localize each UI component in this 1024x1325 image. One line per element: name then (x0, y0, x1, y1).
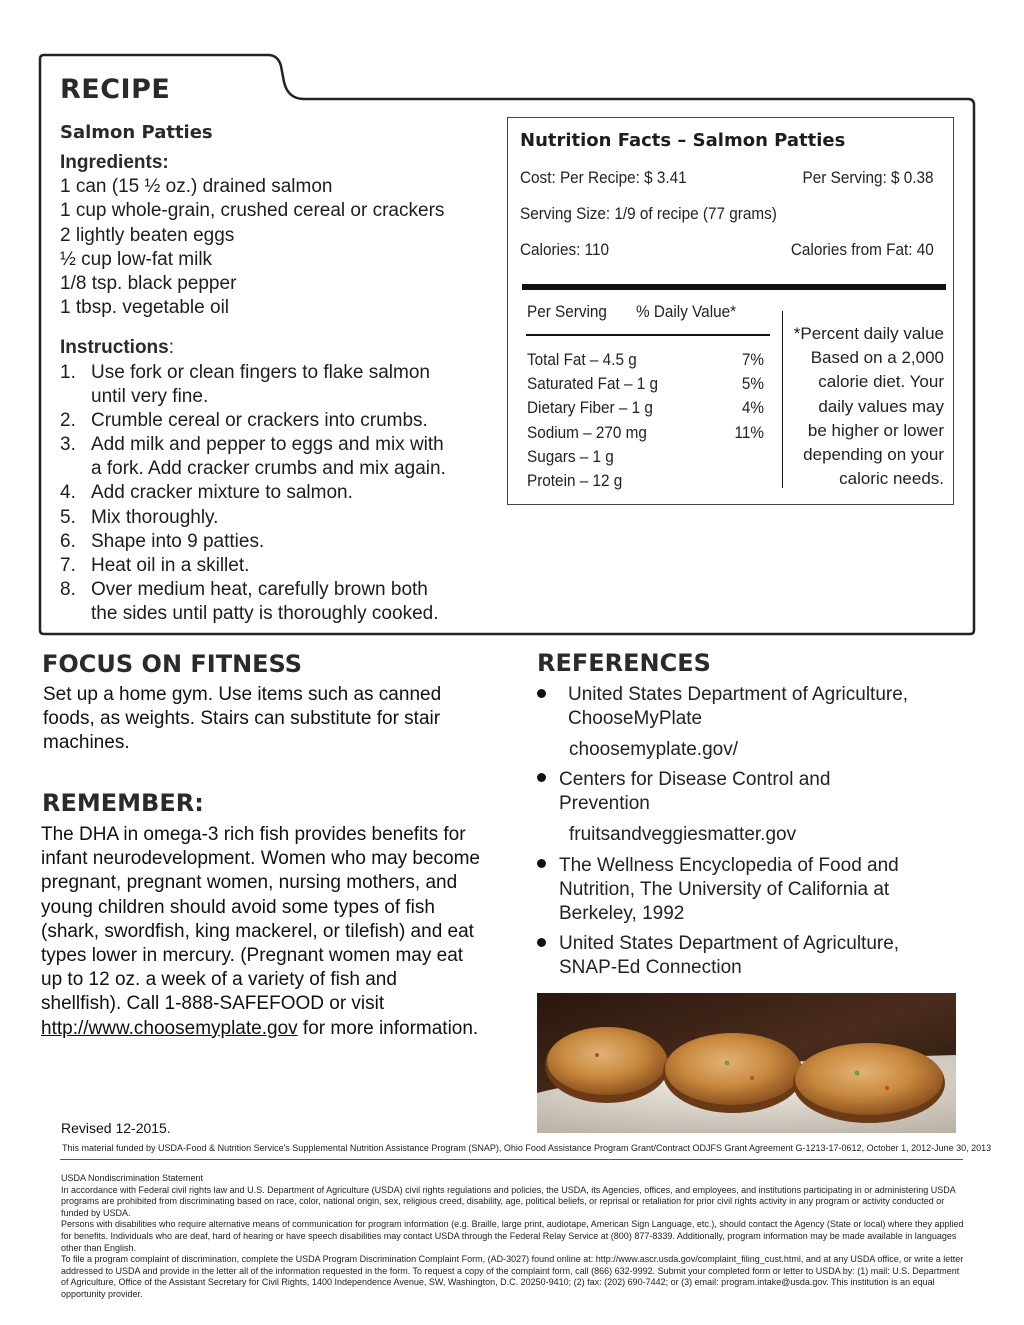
instructions-list (60, 361, 480, 626)
footnote-line: *Percent daily value (793, 324, 944, 343)
remember-link-suffix: for more information. (297, 1017, 479, 1039)
instruction-step-text: Over medium heat, carefully brown both (91, 578, 428, 600)
daily-value-footnote (792, 322, 944, 491)
reference-line: United States Department of Agriculture, (559, 933, 900, 954)
footnote-line: calorie diet. Your (818, 372, 944, 392)
remember-line: up to 12 oz. a week of a variety of fish and (41, 969, 397, 991)
reference-item (568, 683, 958, 731)
instruction-step-text: Heat oil in a skillet. (91, 554, 250, 576)
reference-line: SNAP-Ed Connection (559, 957, 742, 979)
nutrient-label: Total Fat – 4.5 g (527, 350, 637, 369)
nutrition-title: Nutrition Facts – Salmon Patties (520, 130, 846, 151)
instruction-step (60, 409, 480, 433)
remember-line: shellfish). Call 1-888-SAFEFOOD or visit (41, 993, 385, 1015)
daily-value-header: % Daily Value* (636, 302, 737, 321)
footnote-line: daily values may (818, 396, 944, 416)
instruction-step-text: Shape into 9 patties. (91, 530, 265, 552)
fitness-line: machines. (43, 732, 130, 753)
remember-line: infant neurodevelopment. Women who may become (41, 848, 481, 870)
instruction-step-text: Use fork or clean fingers to flake salmon (91, 362, 430, 383)
ingredient-item: 1/8 tsp. black pepper (60, 273, 237, 295)
nutrition-thin-divider (526, 334, 770, 336)
cost-per-recipe: Cost: Per Recipe: $ 3.41 (520, 168, 687, 187)
footer-divider (60, 1159, 963, 1160)
fitness-heading: FOCUS ON FITNESS (42, 650, 303, 678)
instruction-step-number: 7. (60, 554, 76, 576)
fitness-text (43, 683, 483, 755)
instruction-step (60, 361, 480, 409)
nondiscrimination-paragraph: Persons with disabilities who require alternative means of communication for program information (e.g. Braille, large print, audiotape, American Sign Language, etc.), should contact the Agency (State or local) where they applied for benefits. Individuals who are deaf, hard of hearing or have speech disabilities may contact USDA through the Federal Relay Service at (800) 877-8339. Additionally, program information may be made available in languages other than English. (61, 1219, 964, 1253)
instruction-step (60, 554, 480, 578)
ingredient-item: 1 can (15 ½ oz.) drained salmon (60, 176, 333, 197)
references-heading: REFERENCES (537, 649, 711, 677)
salmon-patties-photo (537, 993, 956, 1133)
nutrient-daily-value: 4% (741, 398, 764, 418)
bullet-icon (537, 689, 546, 698)
instruction-step-text: Crumble cereal or crackers into crumbs. (91, 410, 428, 432)
remember-text (41, 823, 511, 1041)
remember-line: young children should avoid some types of fish (41, 896, 435, 918)
reference-line: Prevention (559, 793, 650, 815)
per-serving-header: Per Serving (527, 302, 607, 321)
reference-line: Nutrition, The University of California at (559, 879, 890, 901)
recipe-name: Salmon Patties (60, 122, 213, 143)
instruction-step-number: 4. (60, 482, 76, 504)
nutrition-thick-divider (522, 284, 946, 290)
instruction-step (60, 578, 480, 626)
nutrient-daily-value: 7% (741, 350, 764, 369)
fitness-line: Set up a home gym. Use items such as canned (43, 684, 442, 705)
nutrient-label: Dietary Fiber – 1 g (527, 398, 653, 418)
footnote-line: be higher or lower (807, 420, 944, 440)
instruction-step (60, 481, 480, 505)
instruction-step-number: 5. (60, 506, 76, 528)
nutrient-daily-value: 5% (741, 374, 764, 394)
instruction-step (60, 433, 480, 481)
reference-url[interactable]: choosemyplate.gov/ (569, 739, 738, 760)
nondiscrimination-statement (61, 1173, 966, 1301)
bullet-icon (537, 859, 546, 868)
reference-item (559, 932, 949, 980)
ingredient-item: 1 tbsp. vegetable oil (60, 297, 230, 319)
instruction-step-text: Add milk and pepper to eggs and mix with (91, 434, 444, 456)
ingredient-item: 1 cup whole-grain, crushed cereal or crackers (60, 200, 445, 222)
instruction-step-number: 2. (60, 410, 76, 432)
instruction-step-number: 6. (60, 530, 76, 552)
remember-heading: REMEMBER: (42, 789, 204, 817)
reference-url[interactable]: fruitsandveggiesmatter.gov (569, 824, 797, 845)
remember-line: pregnant, pregnant women, nursing mothers, and (41, 872, 458, 894)
reference-line: Berkeley, 1992 (559, 903, 685, 925)
cost-per-serving: Per Serving: $ 0.38 (803, 168, 934, 187)
ingredients-list (60, 175, 444, 321)
nondiscrimination-paragraph: In accordance with Federal civil rights law and U.S. Department of Agriculture (USDA) civil rights regulations and policies, the USDA, its Agencies, offices, and employees, and institutions participating in or administering USDA programs are prohibited from discriminating based on race, color, national origin, sex, religious creed, disability, age, political beliefs, or reprisal or retaliation for prior civil rights activity in any program or activity conducted or funded by USDA. (61, 1184, 956, 1218)
nutrition-vertical-divider (782, 311, 783, 488)
remember-line: (shark, swordfish, king mackerel, or tilefish) and eat (41, 920, 474, 942)
instruction-step-number: 8. (60, 578, 76, 600)
nutrition-facts-panel (507, 117, 954, 505)
instructions-heading-label: Instructions (60, 337, 169, 358)
reference-item (559, 854, 949, 927)
instruction-step-number: 3. (60, 434, 76, 456)
ingredient-item: 2 lightly beaten eggs (60, 224, 235, 246)
instruction-step-text: Add cracker mixture to salmon. (91, 482, 353, 504)
bullet-icon (537, 773, 546, 782)
recipe-title: RECIPE (60, 74, 171, 105)
fitness-line: foods, as weights. Stairs can substitute for stair (43, 708, 441, 729)
instruction-step-number: 1. (60, 362, 76, 383)
instruction-step (60, 530, 480, 554)
nutrient-daily-value: 11% (734, 422, 764, 442)
funding-statement: This material funded by USDA-Food & Nutrition Service's Supplemental Nutrition Assistance Program (SNAP), Ohio Food Assistance Program Grant/Contract ODJFS Grant Agreement G-1213-17-0612, October 1, 2012-June 30, 2013 (62, 1143, 992, 1153)
instruction-step-text: until very fine. (91, 386, 209, 408)
nutrient-label: Protein – 12 g (527, 471, 623, 490)
reference-line: United States Department of Agriculture, (568, 684, 909, 705)
nondiscrimination-paragraph: To file a program complaint of discrimination, complete the USDA Program Discrimination Complaint Form, (AD-3027) found online at: http://www.ascr.usda.gov/complaint_filing_cust.html, and at any USDA office, or write a letter addressed to USDA and provide in the letter all of the information requested in the form. To request a copy of the complaint form, call (866) 632-9992. Submit your completed form or letter to USDA by: (1) mail: U.S. Department of Agriculture, Office of the Assistant Secretary for Civil Rights, 1400 Independence Avenue, SW, Washington, D.C. 20250-9410; (2) fax: (202) 690-7442; or (3) email: program.intake@usda.gov. This institution is an equal opportunity provider. (61, 1254, 964, 1299)
instruction-step-text: the sides until patty is thoroughly cooked. (91, 602, 439, 624)
instruction-step (60, 506, 480, 530)
remember-line: types lower in mercury. (Pregnant women may eat (41, 945, 464, 967)
serving-size: Serving Size: 1/9 of recipe (77 grams) (520, 204, 777, 223)
instruction-step-text: Mix thoroughly. (91, 506, 219, 528)
nutrient-label: Sugars – 1 g (527, 446, 614, 466)
footnote-line: depending on your (803, 445, 944, 465)
footnote-line: caloric needs. (839, 469, 944, 489)
calories-from-fat: Calories from Fat: 40 (791, 240, 934, 259)
reference-line: ChooseMyPlate (568, 708, 703, 730)
ingredients-heading: Ingredients: (60, 152, 169, 173)
instruction-step-text: a fork. Add cracker crumbs and mix again. (91, 458, 446, 480)
calories: Calories: 110 (520, 240, 610, 259)
nutrient-label: Saturated Fat – 1 g (527, 374, 658, 394)
footnote-line: Based on a 2,000 (810, 348, 944, 368)
ingredient-item: ½ cup low-fat milk (60, 248, 213, 270)
reference-line: Centers for Disease Control and (559, 769, 831, 790)
revised-date: Revised 12-2015. (61, 1120, 171, 1136)
choosemyplate-link[interactable]: http://www.choosemyplate.gov (41, 1017, 298, 1039)
instructions-heading: Instructions: (60, 337, 175, 358)
remember-line: The DHA in omega-3 rich fish provides benefits for (41, 824, 466, 845)
nutrient-label: Sodium – 270 mg (527, 422, 647, 442)
nondiscrimination-title: USDA Nondiscrimination Statement (61, 1173, 204, 1183)
remember-last-line (41, 1017, 511, 1041)
reference-line: The Wellness Encyclopedia of Food and (559, 855, 899, 876)
bullet-icon (537, 938, 546, 947)
reference-item (559, 768, 949, 816)
